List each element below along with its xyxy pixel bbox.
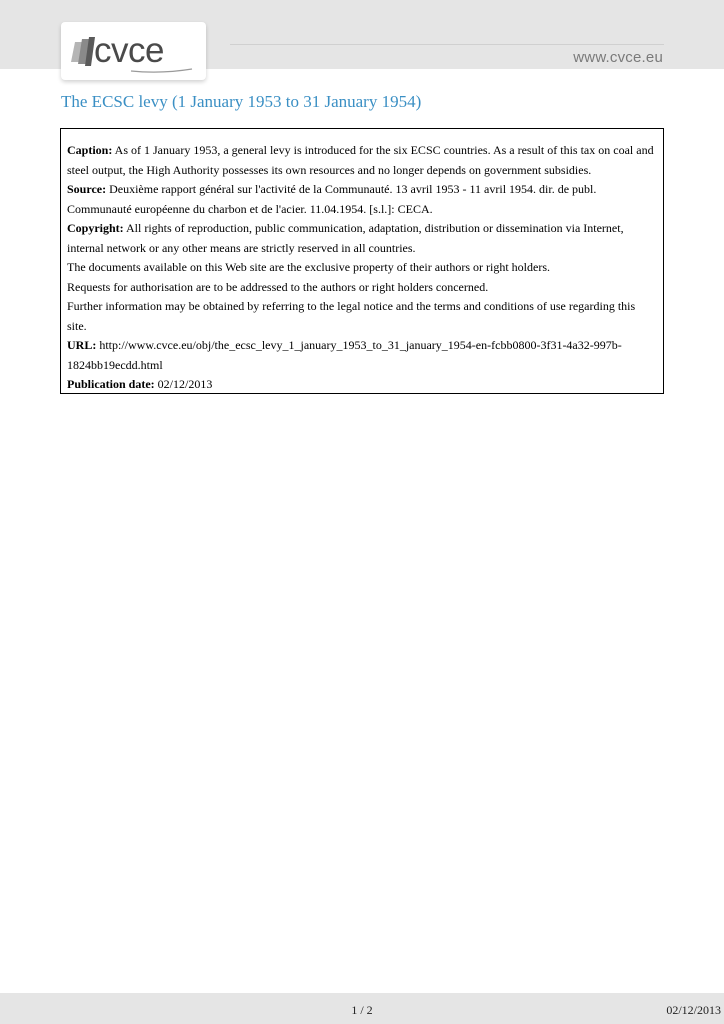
metadata-box [60,128,664,394]
url-link[interactable]: http://www.cvce.eu/obj/the_ecsc_levy_1_january_1953_to_31_january_1954-en-fcbb0800-3f31-4a32-997b-1824bb19ecdd.html [67,338,622,372]
pubdate-label: Publication date: [67,377,155,391]
logo-wordmark: cvce [94,31,164,70]
source-label: Source: [67,182,107,196]
site-url[interactable]: www.cvce.eu [573,49,663,66]
caption-label: Caption: [67,143,113,157]
cvce-logo[interactable] [61,22,206,80]
caption-paragraph [67,141,657,180]
requests-notice: Requests for authorisation are to be addressed to the authors or right holders concerned. [67,279,489,294]
url-paragraph [67,336,657,375]
property-notice: The documents available on this Web site are the exclusive property of their authors or right holders. [67,260,551,274]
url-label: URL: [67,338,97,352]
logo-mark [61,22,206,80]
header-divider [230,44,664,45]
pubdate-text: 02/12/2013 [154,377,213,391]
page-title: The ECSC levy (1 January 1953 to 31 January 1954) [61,92,422,111]
logo-swoosh-icon [71,37,95,66]
page-number: 1 / 2 [351,1003,373,1017]
copyright-text: All rights of reproduction, public communication, adaptation, distribution or dissemination via Internet, internal network or any other means are strictly reserved in all countries. [67,221,624,255]
pubdate-paragraph [67,375,657,395]
caption-text: As of 1 January 1953, a general levy is introduced for the six ECSC countries. As a result of this tax on coal and steel output, the High Authority possesses its own resources and no longer depends on government subsidies. [67,143,654,177]
footer-date: 02/12/2013 [666,1003,721,1017]
copyright-label: Copyright: [67,221,124,235]
source-paragraph [67,180,657,219]
copyright-paragraph [67,219,657,258]
source-text: Deuxième rapport général sur l'activité de la Communauté. 13 avril 1953 - 11 avril 1954. dir. de publ. Communauté européenne du charbon et de l'acier. 11.04.1954. [s.l.]: CECA. [67,182,597,216]
further-notice: Further information may be obtained by referring to the legal notice and the terms and conditions of use regarding this site. [67,299,636,333]
